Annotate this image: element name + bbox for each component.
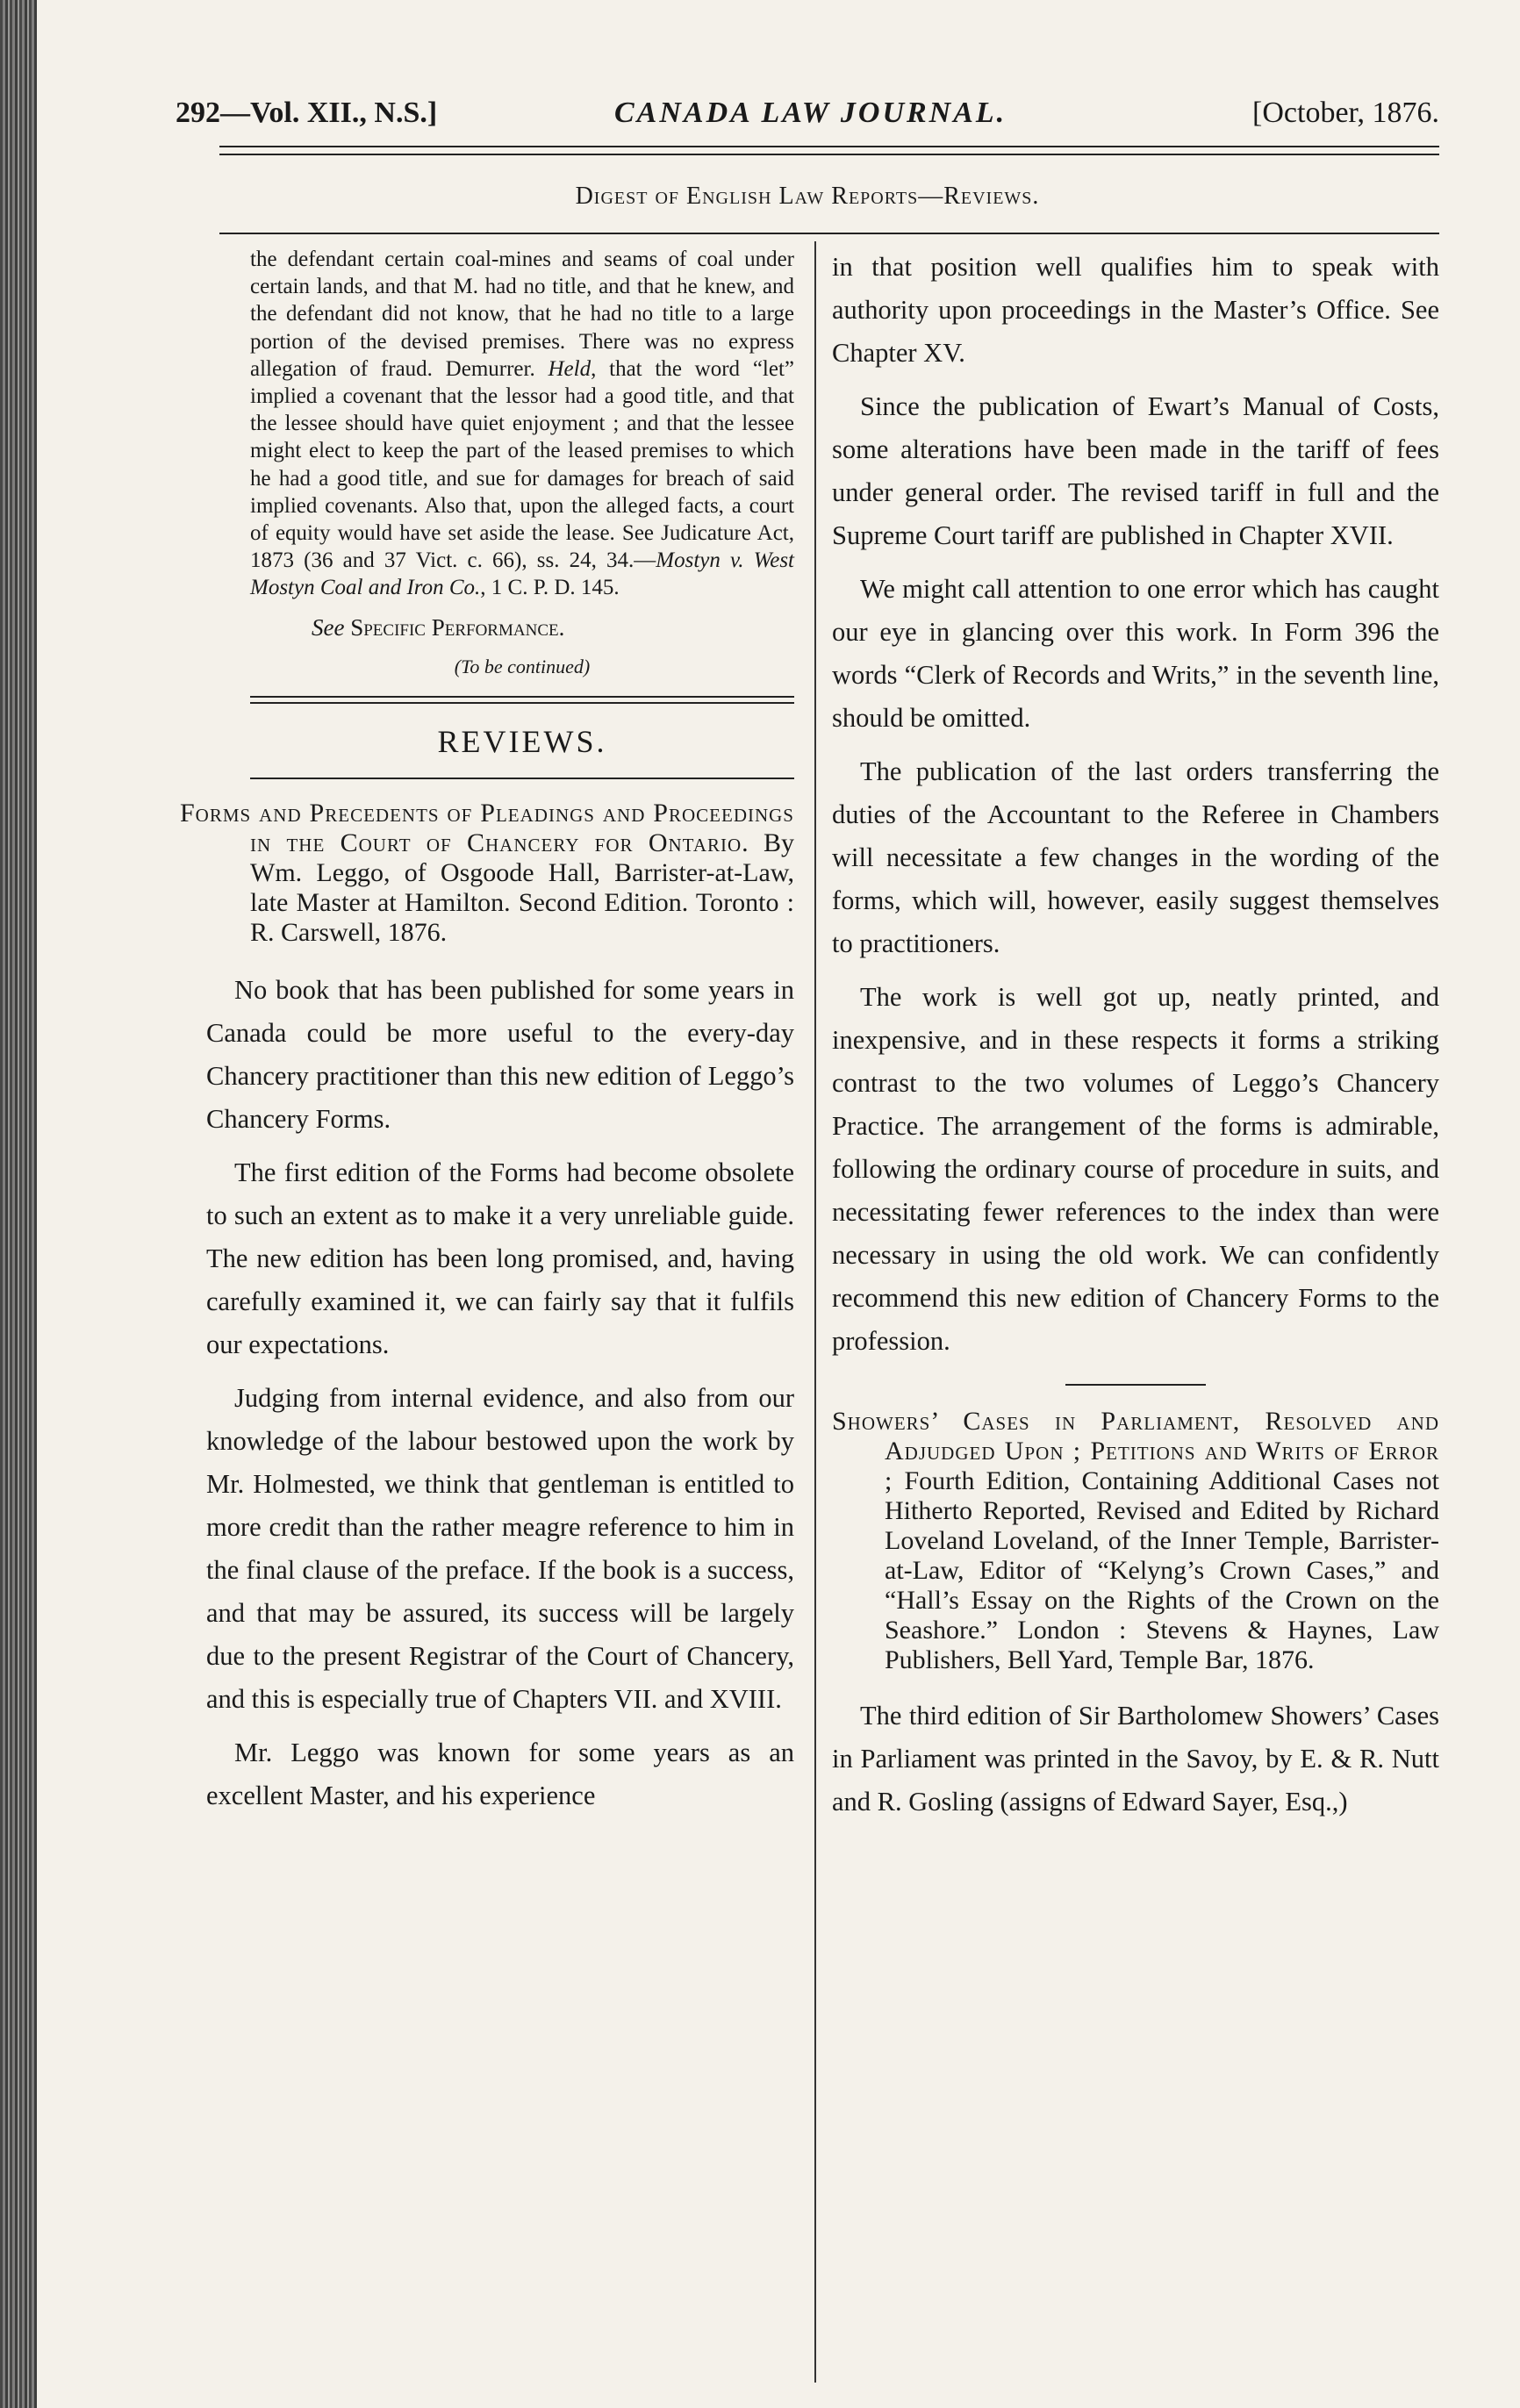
- review-1-paragraph: Mr. Leggo was known for some years as an excellent Master, and his experience: [206, 1737, 794, 1810]
- reviews-heading: REVIEWS.: [437, 723, 607, 759]
- review-1-heading: [180, 799, 794, 948]
- digest-text-part-b: , that the word “let” implied a covenant that the lessor had a good title, and that the lessee should have quiet enjoyment ; and that the lessee might elect to keep the part of the leased premises to which he had a good title, and sue for damages for breach of said implied covenants. Also that, upon the alleged facts, a court of equity would have set aside the lease. See Judicature Act, 1873 (36 and 37 Vict. c. 66), ss. 24, 34.—: [250, 356, 795, 573]
- case-name: Mostyn v. West Mostyn Coal and Iron Co.: [250, 548, 794, 600]
- review-1-paragraph: Judging from internal evidence, and also from our knowledge of the labour bestowed upon the work by Mr. Holmested, we think that gentleman is entitled to more credit than the rather meagre reference to him in the final clause of the preface. If the book is a success, and that may be assured, its success will be largely due to the present Registrar of the Court of Chancery, and this is especially true of Chapters VII. and XVIII.: [206, 1382, 794, 1714]
- journal-title: CANADA LAW JOURNAL.: [614, 97, 1007, 129]
- review-1-body: [206, 969, 794, 1817]
- right-column: [832, 246, 1439, 1824]
- review-1-paragraph: The first edition of the Forms had become obsolete to such an extent as to make it a very unreliable guide. The new edition has been long promised, and, having carefully examined it, we can fairly say that it fulfils our expectations.: [206, 1157, 794, 1359]
- digest-entry: [250, 246, 794, 602]
- left-column: [180, 246, 794, 1817]
- see-target: Specific Performance.: [350, 613, 565, 641]
- review-2-title: Showers’ Cases in Parliament, Resolved and Adjudged Upon ; Petitions and Writs of Error ;: [832, 1407, 1439, 1495]
- section-heading: Digest of English Law Reports—Reviews.: [575, 183, 1040, 210]
- reviews-top-rule: [250, 696, 794, 704]
- to-be-continued: (To be continued): [454, 655, 591, 677]
- review-1-paragraph: Since the publication of Ewart’s Manual of Costs, some alterations have been made in the tariff of fees under general order. The revised tariff in full and the Supreme Court tariff are published in Chapter XVII.: [832, 391, 1439, 550]
- review-1-paragraph: We might call attention to one error which has caught our eye in glancing over this work. In Form 396 the words “Clerk of Records and Writs,” in the seventh line, should be omitted.: [832, 574, 1439, 733]
- journal-page: [176, 88, 1439, 2369]
- volume-page-number: 292—Vol. XII., N.S.]: [176, 97, 438, 129]
- digest-text-part-a: the defendant certain coal-mines and seams of coal under certain lands, and that M. had no title, and that he knew, and the defendant did not know, that he had no title to a large portion of the devised premises. There was no express allegation of fraud. Demurrer.: [250, 247, 794, 381]
- see-also-reference: [312, 614, 794, 641]
- see-label: See: [312, 613, 345, 641]
- review-2-heading: [832, 1407, 1439, 1675]
- review-1-paragraph: No book that has been published for some years in Canada could be more useful to the every-day Chancery practitioner than this new edition of Leggo’s Chancery Forms.: [206, 974, 794, 1134]
- reviews-under-rule: [250, 778, 794, 779]
- review-2-details: Fourth Edition, Containing Additional Cases not Hitherto Reported, Revised and Edited by Richard Loveland Loveland, of the Inner Temple, Barrister-at-Law, Editor of “Kelyng’s Crown Cases,” and “Hall’s Essay on the Rights of the Crown on the Seashore.” London : Stevens & Haynes, Law Publishers, Bell Yard, Temple Bar, 1876.: [885, 1466, 1440, 1674]
- book-binding-edge: [0, 0, 37, 2408]
- review-1-title: Forms and Precedents of Pleadings and Proceedings in the Court of Chancery for Ontario.: [180, 798, 794, 857]
- issue-date: [October, 1876.: [1252, 97, 1439, 129]
- column-divider: [814, 241, 816, 2383]
- held-label: Held: [548, 356, 592, 381]
- review-2-paragraph: The third edition of Sir Bartholomew Showers’ Cases in Parliament was printed in the Savoy, by E. & R. Nutt and R. Gosling (assigns of Edward Sayer, Esq.,): [832, 1701, 1439, 1817]
- review-1-paragraph: The publication of the last orders transferring the duties of the Accountant to the Referee in Chambers will necessitate a few changes in the wording of the forms, which will, however, easily suggest themselves to practitioners.: [832, 756, 1439, 958]
- review-1-continuation: in that position well qualifies him to speak with authority upon proceedings in the Master’s Office. See Chapter XV.: [832, 252, 1439, 368]
- review-separator-rule: [1065, 1384, 1206, 1386]
- review-1-paragraph: The work is well got up, neatly printed, and inexpensive, and in these respects it forms a striking contrast to the two volumes of Leggo’s Chancery Practice. The arrangement of the forms is admirable, following the ordinary course of procedure in suits, and necessitating fewer references to the index than were necessary in using the old work. We can confidently recommend this new edition of Chancery Forms to the profession.: [832, 982, 1439, 1356]
- review-1-details: By Wm. Leggo, of Osgoode Hall, Barrister-at-Law, late Master at Hamilton. Second Edition. Toronto : R. Carswell, 1876.: [250, 828, 794, 947]
- header-double-rule: [219, 146, 1439, 155]
- section-rule: [219, 233, 1439, 234]
- case-citation: , 1 C. P. D. 145.: [480, 576, 620, 600]
- running-head: [176, 97, 1439, 139]
